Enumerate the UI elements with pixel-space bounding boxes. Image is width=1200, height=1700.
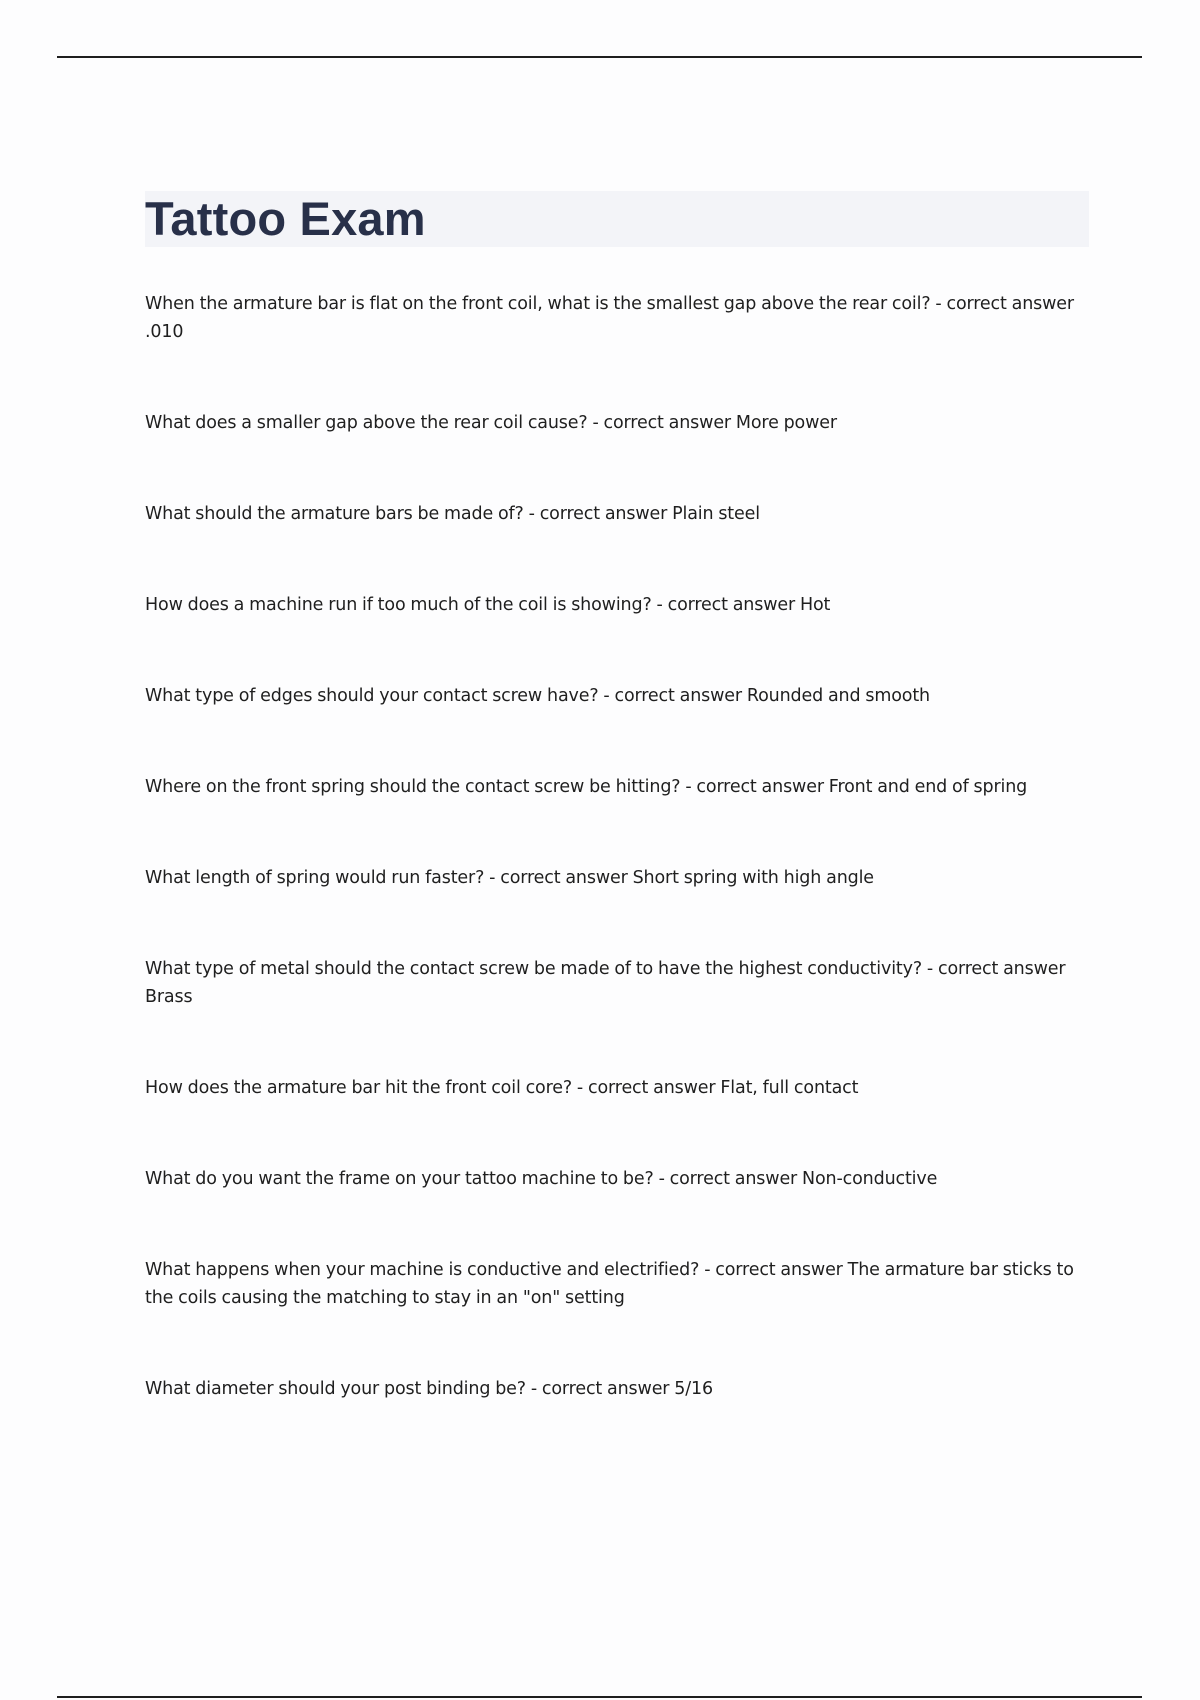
answer-text: Rounded and smooth <box>746 686 930 706</box>
page-title: Tattoo Exam <box>145 192 426 245</box>
answer-label: correct answer <box>539 504 668 524</box>
answer-label: correct answer <box>946 294 1074 314</box>
separator: - <box>651 595 668 615</box>
separator: - <box>525 1379 542 1399</box>
question-text: What diameter should your post binding be? <box>145 1379 526 1399</box>
answer-label: correct answer <box>541 1379 670 1399</box>
question-text: What should the armature bars be made of? <box>145 504 524 524</box>
separator: - <box>930 294 947 314</box>
answer-text: Plain steel <box>672 504 760 524</box>
separator: - <box>587 413 604 433</box>
answer-label: correct answer <box>667 595 796 615</box>
question-answer-list <box>145 290 1090 1466</box>
qa-item <box>145 1074 1090 1102</box>
answer-label: correct answer <box>603 413 731 433</box>
qa-item <box>145 591 1090 619</box>
answer-label: correct answer <box>937 959 1066 979</box>
answer-text: Hot <box>799 595 831 615</box>
question-text: What type of metal should the contact screw be made of to have the highest conductivity? <box>145 959 922 979</box>
qa-item <box>145 1165 1090 1193</box>
question-text: How does a machine run if too much of the coil is showing? <box>145 595 652 615</box>
separator: - <box>572 1078 589 1098</box>
question-text: When the armature bar is flat on the front coil, what is the smallest gap above the rear coil? <box>145 294 931 314</box>
answer-label: correct answer <box>614 686 742 706</box>
answer-text: The armature bar sticks to the coils causing the matching to stay in an "on" setting <box>145 1260 1074 1308</box>
separator: - <box>680 777 697 797</box>
qa-item <box>145 409 1090 437</box>
bottom-rule <box>57 1696 1142 1698</box>
question-text: What type of edges should your contact screw have? <box>145 686 599 706</box>
answer-text: .010 <box>145 322 184 342</box>
answer-text: Short spring with high angle <box>632 868 874 888</box>
question-text: What happens when your machine is conductive and electrified? <box>145 1260 700 1280</box>
question-text: What do you want the frame on your tattoo machine to be? <box>145 1169 654 1189</box>
answer-text: More power <box>735 413 837 433</box>
separator: - <box>921 959 938 979</box>
separator: - <box>523 504 540 524</box>
answer-text: 5/16 <box>674 1379 713 1399</box>
answer-text: Brass <box>145 987 193 1007</box>
question-text: What does a smaller gap above the rear coil cause? <box>145 413 588 433</box>
qa-item <box>145 955 1090 1011</box>
qa-item <box>145 864 1090 892</box>
answer-label: correct answer <box>669 1169 798 1189</box>
top-rule <box>57 56 1142 58</box>
separator: - <box>484 868 501 888</box>
answer-label: correct answer <box>500 868 628 888</box>
separator: - <box>598 686 615 706</box>
answer-text: Non-conductive <box>802 1169 938 1189</box>
separator: - <box>653 1169 670 1189</box>
answer-label: correct answer <box>715 1260 843 1280</box>
question-text: Where on the front spring should the contact screw be hitting? <box>145 777 681 797</box>
qa-item <box>145 1375 1090 1403</box>
qa-item <box>145 500 1090 528</box>
question-text: What length of spring would run faster? <box>145 868 485 888</box>
qa-item <box>145 1256 1090 1312</box>
answer-label: correct answer <box>588 1078 716 1098</box>
separator: - <box>699 1260 716 1280</box>
qa-item <box>145 290 1090 346</box>
qa-item <box>145 773 1090 801</box>
answer-text: Front and end of spring <box>828 777 1028 797</box>
question-text: How does the armature bar hit the front coil core? <box>145 1078 573 1098</box>
answer-text: Flat, full contact <box>720 1078 859 1098</box>
qa-item <box>145 682 1090 710</box>
answer-label: correct answer <box>696 777 824 797</box>
